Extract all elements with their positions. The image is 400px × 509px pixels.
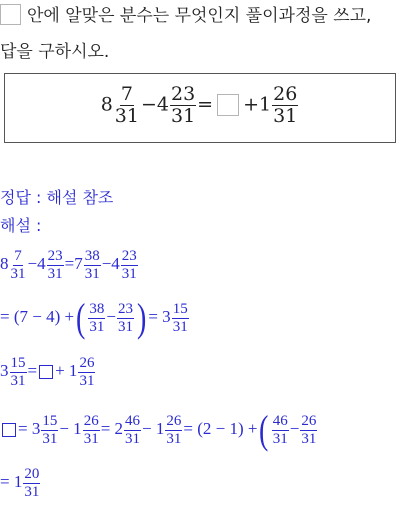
s1-n3: 38 bbox=[84, 248, 100, 264]
s4-d5: 31 bbox=[272, 430, 288, 447]
s3-n1: 15 bbox=[10, 355, 26, 371]
s1-d1: 31 bbox=[10, 265, 26, 282]
s4-n1: 15 bbox=[42, 413, 58, 429]
eq-plus: + bbox=[243, 93, 260, 116]
step-4 bbox=[0, 407, 318, 452]
s3-blank-box bbox=[39, 365, 53, 379]
s4-d1: 31 bbox=[42, 430, 58, 447]
eq-minus: − bbox=[140, 93, 157, 116]
s2-n3: 15 bbox=[172, 301, 188, 317]
eq-equals: = bbox=[197, 93, 214, 116]
s4-op3: − bbox=[289, 418, 300, 438]
s4-d2: 31 bbox=[83, 430, 99, 447]
s1-w3: 7 bbox=[74, 253, 83, 273]
s2-pre: = (7 − 4) + bbox=[0, 306, 75, 326]
s3-n2: 26 bbox=[79, 355, 95, 371]
s5-d1: 31 bbox=[24, 483, 40, 500]
s4-d4: 31 bbox=[166, 430, 182, 447]
s1-w2: 4 bbox=[37, 253, 46, 273]
s4-eq2: = 2 bbox=[100, 418, 124, 438]
s3-d1: 31 bbox=[10, 372, 26, 389]
s1-op2: − bbox=[101, 253, 112, 273]
s4-eq: = 3 bbox=[18, 418, 41, 438]
s3-plus: + 1 bbox=[55, 360, 78, 380]
s5-n1: 20 bbox=[24, 466, 40, 482]
s4-tail: = (2 − 1) + bbox=[183, 418, 258, 438]
answer-label: 정답 : 해설 참조 bbox=[0, 188, 114, 207]
equation-box bbox=[4, 73, 396, 143]
s4-n4: 26 bbox=[166, 413, 182, 429]
eq-a-den: 31 bbox=[114, 104, 139, 127]
s4-lparen: ( bbox=[259, 407, 269, 452]
s2-op: − bbox=[106, 306, 117, 326]
s2-n2: 23 bbox=[118, 301, 134, 317]
eq-c-den: 31 bbox=[273, 104, 298, 127]
answer-blank-box bbox=[0, 4, 21, 25]
s2-rparen: ) bbox=[137, 295, 147, 340]
s2-lparen: ( bbox=[76, 295, 86, 340]
step-5 bbox=[0, 466, 41, 500]
eq-a-num: 7 bbox=[120, 83, 133, 105]
s1-op1: − bbox=[27, 253, 38, 273]
eq-c-num: 26 bbox=[273, 83, 298, 105]
s1-n1: 7 bbox=[14, 248, 22, 264]
s4-n2: 26 bbox=[83, 413, 99, 429]
eq-blank-box bbox=[217, 94, 239, 116]
eq-c-whole: 1 bbox=[259, 93, 272, 116]
s4-op2: − 1 bbox=[142, 418, 165, 438]
explain-label: 해설 : bbox=[0, 216, 42, 235]
s1-eq: = bbox=[64, 253, 75, 273]
s1-w1: 8 bbox=[0, 253, 9, 273]
eq-b-den: 31 bbox=[170, 104, 196, 127]
s3-eq: = bbox=[27, 360, 38, 380]
step-1 bbox=[0, 248, 139, 282]
s3-w1: 3 bbox=[0, 360, 9, 380]
s2-d3: 31 bbox=[172, 318, 188, 335]
question-text bbox=[0, 4, 371, 28]
step-2 bbox=[0, 295, 190, 340]
s2-n1: 38 bbox=[89, 301, 105, 317]
s4-d3: 31 bbox=[125, 430, 141, 447]
question-line1: 안에 알맞은 분수는 무엇인지 풀이과정을 쓰고, bbox=[27, 6, 372, 26]
step-3 bbox=[0, 355, 96, 389]
s2-d2: 31 bbox=[118, 318, 134, 335]
question-line2: 답을 구하시오. bbox=[0, 42, 110, 62]
eq-b-num: 23 bbox=[170, 83, 196, 105]
s1-n4: 23 bbox=[121, 248, 137, 264]
s2-eq: = 3 bbox=[148, 306, 171, 326]
s1-d4: 31 bbox=[121, 265, 137, 282]
s2-d1: 31 bbox=[89, 318, 105, 335]
s4-n5: 46 bbox=[272, 413, 288, 429]
s4-op1: − 1 bbox=[59, 418, 82, 438]
s1-d3: 31 bbox=[84, 265, 100, 282]
s5-eq: = 1 bbox=[0, 471, 23, 491]
s4-blank-box bbox=[2, 423, 16, 437]
eq-b-whole: 4 bbox=[156, 93, 169, 116]
s4-n6: 26 bbox=[301, 413, 317, 429]
s4-n3: 46 bbox=[125, 413, 141, 429]
equation bbox=[5, 84, 395, 127]
s4-d6: 31 bbox=[301, 430, 317, 447]
s1-w4: 4 bbox=[111, 253, 120, 273]
s1-d2: 31 bbox=[47, 265, 63, 282]
s3-d2: 31 bbox=[79, 372, 95, 389]
eq-a-whole: 8 bbox=[100, 93, 113, 116]
s1-n2: 23 bbox=[47, 248, 63, 264]
